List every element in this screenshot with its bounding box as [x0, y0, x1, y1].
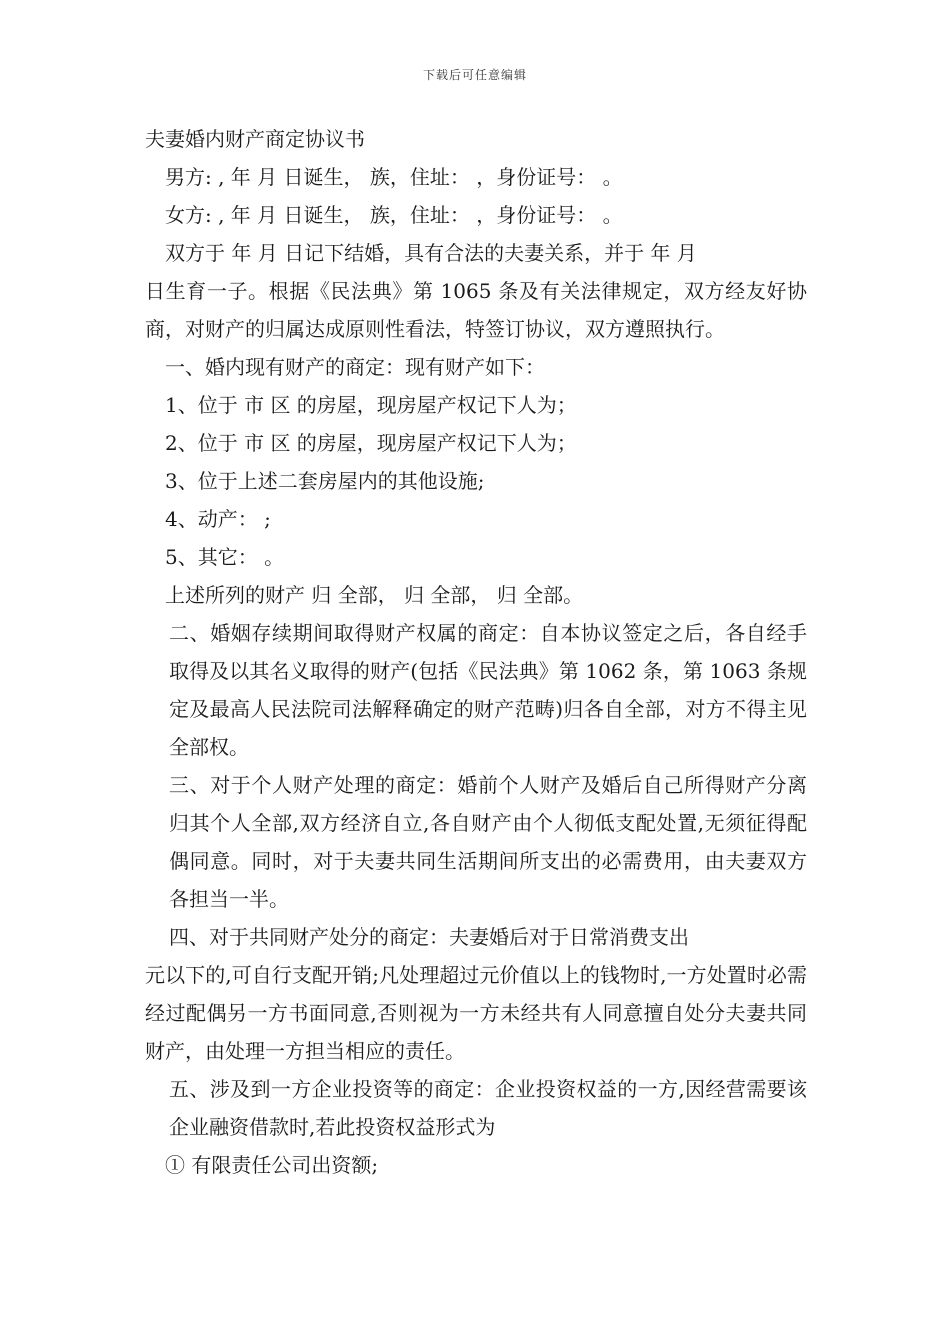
section-1-summary: 上述所列的财产 归 全部， 归 全部， 归 全部。	[165, 583, 584, 607]
section-5-item: ① 有限责任公司出资额;	[165, 1153, 379, 1177]
section-4-first-line: 四、对于共同财产处分的商定：夫妻婚后对于日常消费支出	[169, 925, 689, 949]
header-note: 下载后可任意编辑	[422, 68, 527, 82]
section-1-heading: 一、婚内现有财产的商定：现有财产如下：	[165, 355, 545, 379]
section-1-item: 2、位于 市 区 的房屋，现房屋产权记下人为；	[165, 431, 577, 455]
section-1-item: 3、位于上述二套房屋内的其他设施;	[165, 469, 485, 493]
section-1-item: 1、位于 市 区 的房屋，现房屋产权记下人为；	[165, 393, 577, 417]
section-2-paragraph: 二、婚姻存续期间取得财产权属的商定：自本协议签定之后，各自经手取得及以其名义取得的财产(包括《民法典》第 1062 条，第 1063 条规定及最高人民法院司法解释确定的财产范畴)归各自全部，对方不得主见全部权。	[169, 621, 807, 759]
husband-info-line: 男方: , 年 月 日诞生， 族，住址： ，身份证号： 。	[165, 165, 623, 189]
document-body	[145, 120, 807, 1184]
section-1-item: 4、动产： ;	[165, 507, 271, 531]
intro-paragraph: 日生育一子。根据《民法典》第 1065 条及有关法律规定，双方经友好协商，对财产的归属达成原则性看法，特签订协议，双方遵照执行。	[145, 279, 807, 341]
section-5-paragraph: 五、涉及到一方企业投资等的商定：企业投资权益的一方,因经营需要该企业融资借款时,若此投资权益形式为	[169, 1077, 807, 1139]
section-1-item: 5、其它： 。	[165, 545, 285, 569]
section-4-paragraph: 元以下的,可自行支配开销;凡处理超过元价值以上的钱物时,一方处置时必需经过配偶另一方书面同意,否则视为一方未经共有人同意擅自处分夫妻共同财产，由处理一方担当相应的责任。	[145, 963, 807, 1063]
document-title: 夫妻婚内财产商定协议书	[145, 127, 365, 151]
intro-first-line: 双方于 年 月 日记下结婚，具有合法的夫妻关系，并于 年 月	[165, 241, 697, 265]
wife-info-line: 女方: , 年 月 日诞生， 族，住址： ，身份证号： 。	[165, 203, 623, 227]
section-3-paragraph: 三、对于个人财产处理的商定：婚前个人财产及婚后自己所得财产分离归其个人全部,双方经济自立,各自财产由个人彻低支配处置,无须征得配偶同意。同时，对于夫妻共同生活期间所支出的必需费用，由夫妻双方各担当一半。	[169, 773, 807, 911]
